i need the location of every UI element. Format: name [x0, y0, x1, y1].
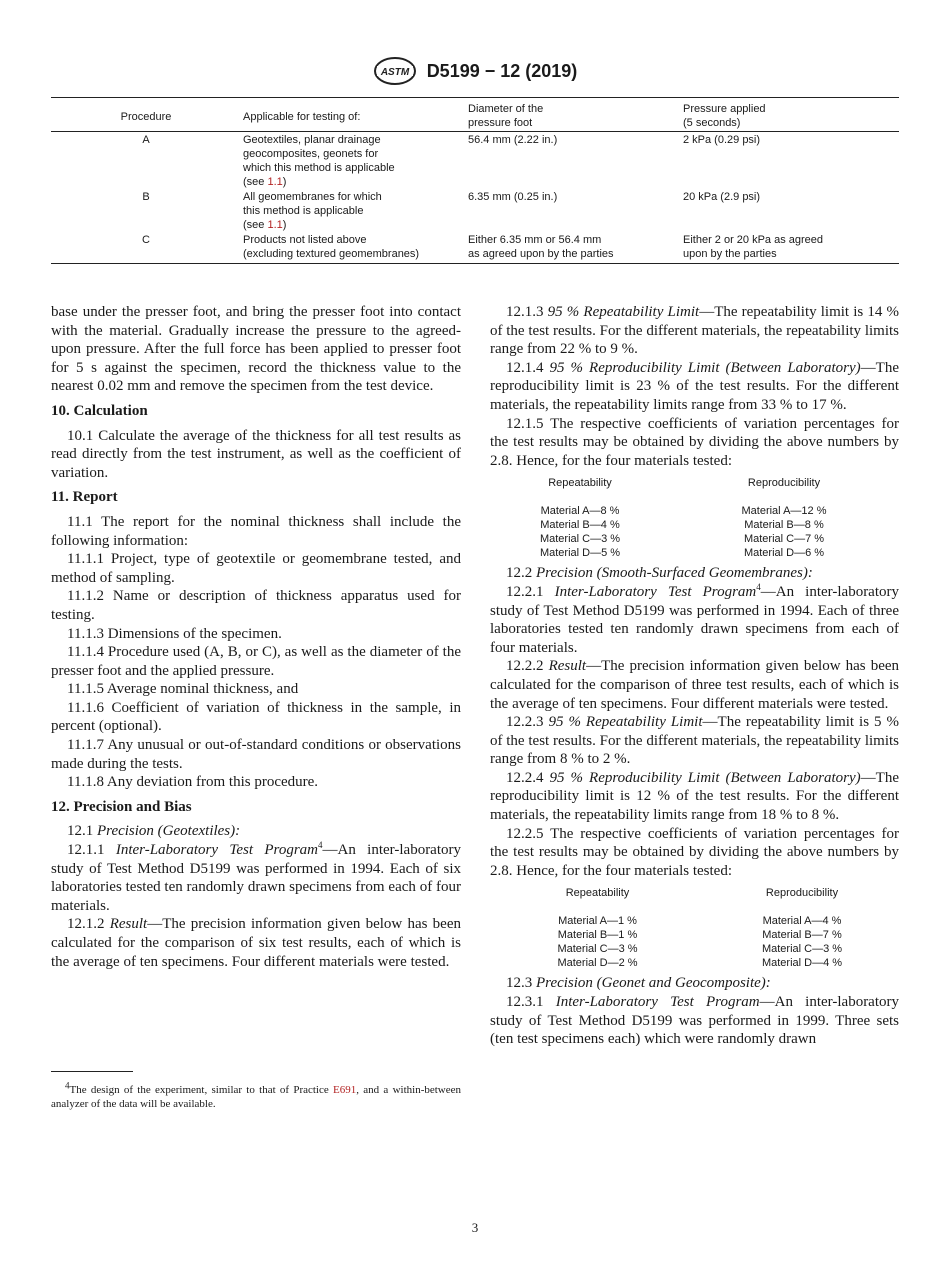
footnote-text: The design of the experiment, similar to that of Practice: [69, 1084, 334, 1096]
table-header-cell: Applicable for testing of:: [243, 111, 361, 123]
table-cell: C: [142, 234, 150, 246]
document-designation: D5199 − 12 (2019): [426, 60, 578, 81]
footnote: [51, 1080, 462, 1111]
section-link[interactable]: 1.1: [267, 219, 283, 231]
table-header-cell: Diameter of the pressure foot: [468, 103, 544, 129]
paragraph: 11.1 The report for the nominal thickness shall include the following information:: [51, 513, 461, 549]
table-cell: 2 kPa (0.29 psi): [683, 134, 761, 146]
para-number: 12.3: [506, 975, 536, 992]
paragraph: [51, 915, 461, 971]
left-column: [51, 303, 461, 971]
page-number: 3: [471, 1220, 479, 1235]
paragraph: [51, 841, 461, 915]
variation-value: Material B—7 %: [762, 929, 842, 942]
variation-value: Material D—2 %: [557, 957, 638, 970]
para-number: 12.2.1: [506, 583, 555, 600]
right-column: [490, 303, 899, 1049]
para-text: —The reproducibility limit is 12 % of the test results. For the different materials, the repeatability limits range from 18 % to 8 %.: [490, 769, 899, 824]
para-title: 95 % Repeatability Limit: [547, 304, 700, 320]
standard-link[interactable]: E691: [333, 1084, 357, 1096]
variation-value: Material B—8 %: [744, 519, 824, 532]
paragraph: [490, 993, 899, 1049]
variation-value: Material A—8 %: [540, 505, 620, 518]
variation-value: Material B—1 %: [557, 929, 638, 942]
paragraph: 11.1.1 Project, type of geotextile or geomembrane tested, and method of sampling.: [51, 551, 461, 586]
section-heading: 10. Calculation: [51, 402, 148, 419]
para-title: Precision (Geonet and Geocomposite):: [536, 975, 771, 992]
variation-value: Material C—3 %: [761, 943, 843, 956]
see-text: ): [282, 176, 287, 188]
table-cell: [468, 233, 683, 261]
cell-line: Either 2 or 20 kPa as agreed: [683, 234, 824, 246]
variation-table: [490, 886, 899, 970]
para-text: —An inter-laboratory study of Test Method D5199 was performed in 1994. Each of six laboratories tested ten randomly drawn specimens from each of four materials.: [51, 842, 462, 914]
para-title: Result: [548, 658, 587, 675]
para-number: 12.2.2: [506, 658, 549, 675]
variation-header: Repeatability: [548, 477, 612, 490]
astm-logo-icon: [373, 56, 417, 86]
cell-line: which this method is applicable: [243, 162, 395, 174]
variation-value: Material A—12 %: [741, 505, 827, 518]
section-link[interactable]: 1.1: [267, 176, 283, 188]
variation-value: Material D—5 %: [539, 547, 621, 560]
variation-value: Material B—4 %: [540, 519, 620, 532]
variation-column: [490, 886, 705, 970]
paragraph: [490, 583, 899, 657]
footnote-ref[interactable]: 4: [756, 581, 761, 592]
cell-line: as agreed upon by the parties: [468, 248, 614, 260]
footnote-rule: [51, 1071, 133, 1072]
variation-value: Material C—3 %: [539, 533, 621, 546]
para-number: 12.2.4: [506, 769, 550, 786]
table-cell: 6.35 mm (0.25 in.): [468, 191, 558, 203]
table-cell: B: [142, 191, 150, 203]
variation-value: Material D—6 %: [743, 547, 825, 560]
variation-header: Reproducibility: [747, 477, 821, 490]
table-cell: [241, 190, 468, 232]
paragraph: 10.1 Calculate the average of the thickness for all test results as read directly from the test instrument, as well as the coefficient of variation.: [51, 427, 461, 481]
paragraph: [490, 974, 899, 993]
table-header-row: [51, 98, 899, 131]
table-cell: 20 kPa (2.9 psi): [683, 191, 761, 203]
para-number: 12.1.2: [67, 916, 110, 933]
variation-value: Material A—1 %: [558, 915, 637, 928]
paragraph: 11.1.2 Name or description of thickness apparatus used for testing.: [51, 588, 461, 623]
paragraph: 11.1.5 Average nominal thickness, and: [67, 681, 299, 698]
paragraph: 12.1.5 The respective coefficients of variation percentages for the test results may be obtained by dividing the above numbers by 2.8. Hence, for the four materials tested:: [490, 415, 899, 469]
procedure-table: [51, 97, 899, 264]
variation-value: Material A—4 %: [762, 915, 842, 928]
paragraph: [490, 657, 899, 713]
paragraph: [490, 303, 899, 359]
section-heading: 11. Report: [51, 489, 118, 506]
para-title: 95 % Repeatability Limit: [548, 714, 703, 731]
para-number: 12.2.3: [506, 714, 549, 731]
cell-line: [243, 218, 468, 232]
cell-line: geocomposites, geonets for: [243, 148, 379, 160]
para-text: —The repeatability limit is 5 % of the test results. For the different materials, the repeatability limits range from 8 % to 2 %.: [490, 714, 899, 768]
cell-line: Products not listed above: [243, 234, 367, 246]
footnote-ref[interactable]: 4: [318, 840, 323, 851]
table-header-cell: Pressure applied (5 seconds): [683, 103, 766, 129]
para-title: 95 % Reproducibility Limit (Between Laboratory): [549, 769, 861, 786]
see-text: (see: [243, 176, 268, 188]
variation-value: Material C—3 %: [557, 943, 638, 956]
para-title: Inter-Laboratory Test Program: [554, 583, 757, 600]
para-title: Precision (Geotextiles):: [97, 823, 241, 840]
table-cell: [241, 133, 468, 189]
paragraph: 11.1.3 Dimensions of the specimen.: [67, 625, 282, 642]
cell-line: Geotextiles, planar drainage: [243, 134, 381, 146]
section-heading: 12. Precision and Bias: [51, 798, 192, 815]
variation-column: [490, 476, 670, 560]
para-number: 12.2: [506, 565, 536, 582]
table-cell: A: [142, 134, 150, 146]
para-text: —The precision information given below has been calculated for the comparison of three test results, each of which is the average of ten specimens. Four different materials were tested.: [490, 658, 900, 712]
para-title: Inter-Laboratory Test Program: [115, 842, 318, 859]
para-title: Inter-Laboratory Test Program: [555, 994, 760, 1011]
para-text: —An inter-laboratory study of Test Method D5199 was performed in 1994. Each of three laboratories tested ten randomly drawn specimens from each of four materials.: [490, 583, 900, 656]
paragraph: base under the presser foot, and bring the presser foot into contact with the material. Gradually increase the pressure to the agreed-upon pressure. After the full force has been applied to presser foot for 5 s against the specimen, record the thickness value to the nearest 0.02 mm and remove the specimen from the test device.: [51, 304, 461, 395]
para-number: 12.1.3: [506, 304, 548, 320]
page-header: [0, 56, 950, 86]
paragraph: 11.1.6 Coefficient of variation of thickness in the sample, in percent (optional).: [51, 699, 461, 735]
cell-line: [243, 175, 468, 189]
table-cell: [241, 233, 468, 261]
paragraph: [490, 359, 899, 415]
variation-column: [705, 886, 899, 970]
paragraph: 11.1.7 Any unusual or out-of-standard conditions or observations made during the tests.: [51, 737, 461, 772]
para-title: Precision (Smooth-Surfaced Geomembranes):: [536, 565, 813, 582]
variation-value: Material D—4 %: [761, 957, 843, 970]
svg-text:ASTM: ASTM: [380, 67, 409, 78]
variation-value: Material C—7 %: [743, 533, 825, 546]
para-text: —The reproducibility limit is 23 % of the test results. For the different materials, the repeatability limits range from 33 % to 17 %.: [490, 359, 899, 413]
see-text: ): [282, 219, 287, 231]
variation-table: [490, 476, 899, 560]
para-text: —The repeatability limit is 14 % of the test results. For the different materials, the repeatability limits range from 22 % to 9 %.: [490, 304, 900, 358]
cell-line: this method is applicable: [243, 205, 364, 217]
cell-line: (excluding textured geomembranes): [243, 248, 420, 260]
paragraph: [490, 713, 899, 769]
footnote-marker: 4: [65, 1080, 70, 1091]
para-number: 12.1.1: [67, 842, 116, 859]
footnote-text: , and a within-between analyzer of the data will be available.: [51, 1084, 462, 1110]
para-title: Result: [109, 916, 148, 933]
cell-line: upon by the parties: [683, 248, 777, 260]
table-cell: [683, 233, 899, 261]
cell-line: Either 6.35 mm or 56.4 mm: [468, 234, 602, 246]
cell-line: All geomembranes for which: [243, 191, 382, 203]
para-text: —The precision information given below has been calculated for the comparison of six test results, each of which is the average of ten specimens. Four different materials were tested.: [51, 916, 462, 970]
paragraph: [490, 564, 899, 583]
para-number: 12.1: [67, 823, 97, 840]
table-cell: 56.4 mm (2.22 in.): [468, 134, 558, 146]
paragraph: [51, 822, 461, 841]
para-number: 12.3.1: [506, 994, 556, 1011]
paragraph: [490, 769, 899, 825]
para-text: —An inter-laboratory study of Test Method D5199 was performed in 1999. Three sets (ten test specimens each) which were randomly drawn: [490, 994, 900, 1048]
para-title: 95 % Reproducibility Limit (Between Laboratory): [549, 359, 861, 376]
paragraph: 12.2.5 The respective coefficients of variation percentages for the test results may be obtained by dividing the above numbers by 2.8. Hence, for the four materials tested:: [490, 825, 899, 879]
variation-column: [670, 476, 898, 560]
table-row: [51, 189, 899, 232]
see-text: (see: [243, 219, 268, 231]
paragraph: 11.1.8 Any deviation from this procedure.: [67, 774, 319, 791]
paragraph: 11.1.4 Procedure used (A, B, or C), as well as the diameter of the presser foot and the applied pressure.: [51, 644, 461, 679]
para-number: 12.1.4: [506, 359, 550, 376]
table-header-cell: Procedure: [120, 111, 172, 123]
variation-header: Repeatability: [565, 887, 630, 900]
table-row: [51, 132, 899, 189]
variation-header: Reproducibility: [765, 887, 839, 900]
table-row: [51, 232, 899, 263]
